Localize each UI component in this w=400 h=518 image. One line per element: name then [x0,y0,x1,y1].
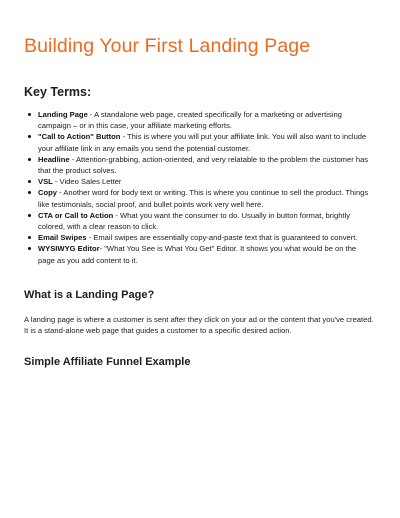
list-item [24,176,374,187]
term-name: Headline [38,154,70,164]
term-definition: - Video Sales Letter [52,177,122,187]
list-item [24,210,374,232]
term-name: VSL [38,177,53,187]
key-terms-heading: Key Terms: [24,85,92,99]
landing-page-heading: What is a Landing Page? [24,288,155,301]
term-name: "Call to Action" Button [38,132,121,142]
term-definition: - "What You See is What You Get" Editor. It shows you what would be on the page as you add content to it. [38,244,357,265]
list-item [24,187,374,209]
term-definition: - What you want the consumer to do. Usually in button format, brightly colored, with a clear reason to click. [38,210,351,232]
term-definition: - Another word for body text or writing. This is where you continue to sell the product. Things like testimonials, social proof, and bullet points work very well here. [38,188,369,209]
list-item [24,131,374,153]
term-name: Landing Page [38,110,88,119]
term-definition: - Email swipes are essentially copy-and-paste text that is guaranteed to convert. [86,233,358,243]
list-item [24,109,374,131]
page-title: Building Your First Landing Page [24,35,311,57]
term-name: WYSIWYG Editor [38,244,100,254]
term-definition: - A standalone web page, created specifically for a marketing or advertising campaign – or in this case, your affiliate marketing efforts. [38,110,342,131]
funnel-example-heading: Simple Affiliate Funnel Example [24,356,191,369]
list-item [24,232,374,243]
term-name: Copy [38,188,57,198]
term-name: Email Swipes [38,233,87,243]
landing-page-paragraph: A landing page is where a customer is sent after they click on your ad or the content that you've created. It is a stand-alone web page that guides a customer to a specific desired action. [24,314,374,336]
list-item [24,154,374,176]
term-definition: - This is where you will put your affiliate link. You will also want to include your affiliate link in any emails you send the potential customer. [38,132,367,153]
key-terms-list [24,109,374,266]
term-name: CTA or Call to Action [38,210,114,220]
term-definition: - Attention-grabbing, action-oriented, and very relatable to the problem the customer has that the product solves. [38,154,369,176]
list-item [24,243,374,265]
